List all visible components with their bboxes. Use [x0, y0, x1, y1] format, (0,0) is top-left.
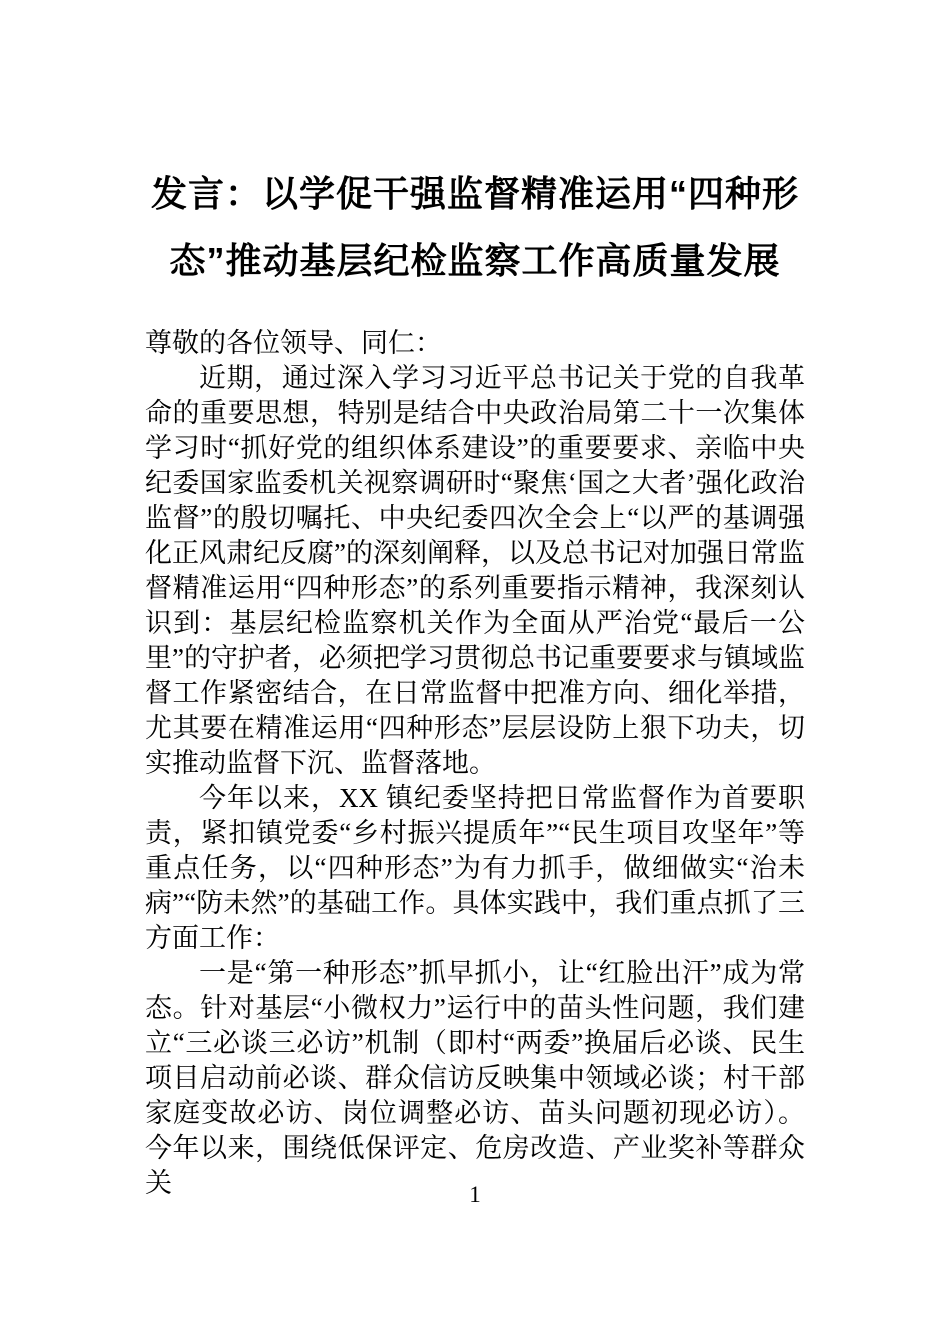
- title-line-2: 态”推动基层纪检监察工作高质量发展: [169, 240, 781, 281]
- body-paragraph-3: 一是“第一种形态”抓早抓小，让“红脸出汗”成为常态。针对基层“小微权力”运行中的苗头性问题，我们建立“三必谈三必访”机制（即村“两委”换届后必谈、民生项目启动前必谈、群众信访反映集中领域必谈；村干部家庭变故必访、岗位调整必访、苗头问题初现必访）。今年以来，围绕低保评定、危房改造、产业奖补等群众关: [145, 958, 805, 1198]
- salutation-paragraph: 尊敬的各位领导、同仁：: [145, 328, 442, 358]
- body-paragraph-1: 近期，通过深入学习习近平总书记关于党的自我革命的重要思想，特别是结合中央政治局第二十一次集体学习时“抓好党的组织体系建设”的重要要求、亲临中央纪委国家监委机关视察调研时“聚焦‘国之大者’强化政治监督”的殷切嘱托、中央纪委四次全会上“以严的基调强化正风肃纪反腐”的深刻阐释，以及总书记对加强日常监督精准运用“四种形态”的系列重要指示精神，我深刻认识到：基层纪检监察机关作为全面从严治党“最后一公里”的守护者，必须把学习贯彻总书记重要要求与镇域监督工作紧密结合，在日常监督中把准方向、细化举措，尤其要在精准运用“四种形态”层层设防上狠下功夫，切实推动监督下沉、监督落地。: [145, 363, 805, 778]
- document-title: [0, 0, 950, 294]
- body-paragraph-2: 今年以来，XX 镇纪委坚持把日常监督作为首要职责，紧扣镇党委“乡村振兴提质年”“民生项目攻坚年”等重点任务，以“四种形态”为有力抓手，做细做实“治未病”“防未然”的基础工作。具体实践中，我们重点抓了三方面工作：: [145, 783, 805, 953]
- page-number: 1: [469, 1182, 481, 1207]
- title-line-1: 发言：以学促干强监督精准运用“四种形: [150, 173, 799, 214]
- document-body: [145, 326, 805, 1201]
